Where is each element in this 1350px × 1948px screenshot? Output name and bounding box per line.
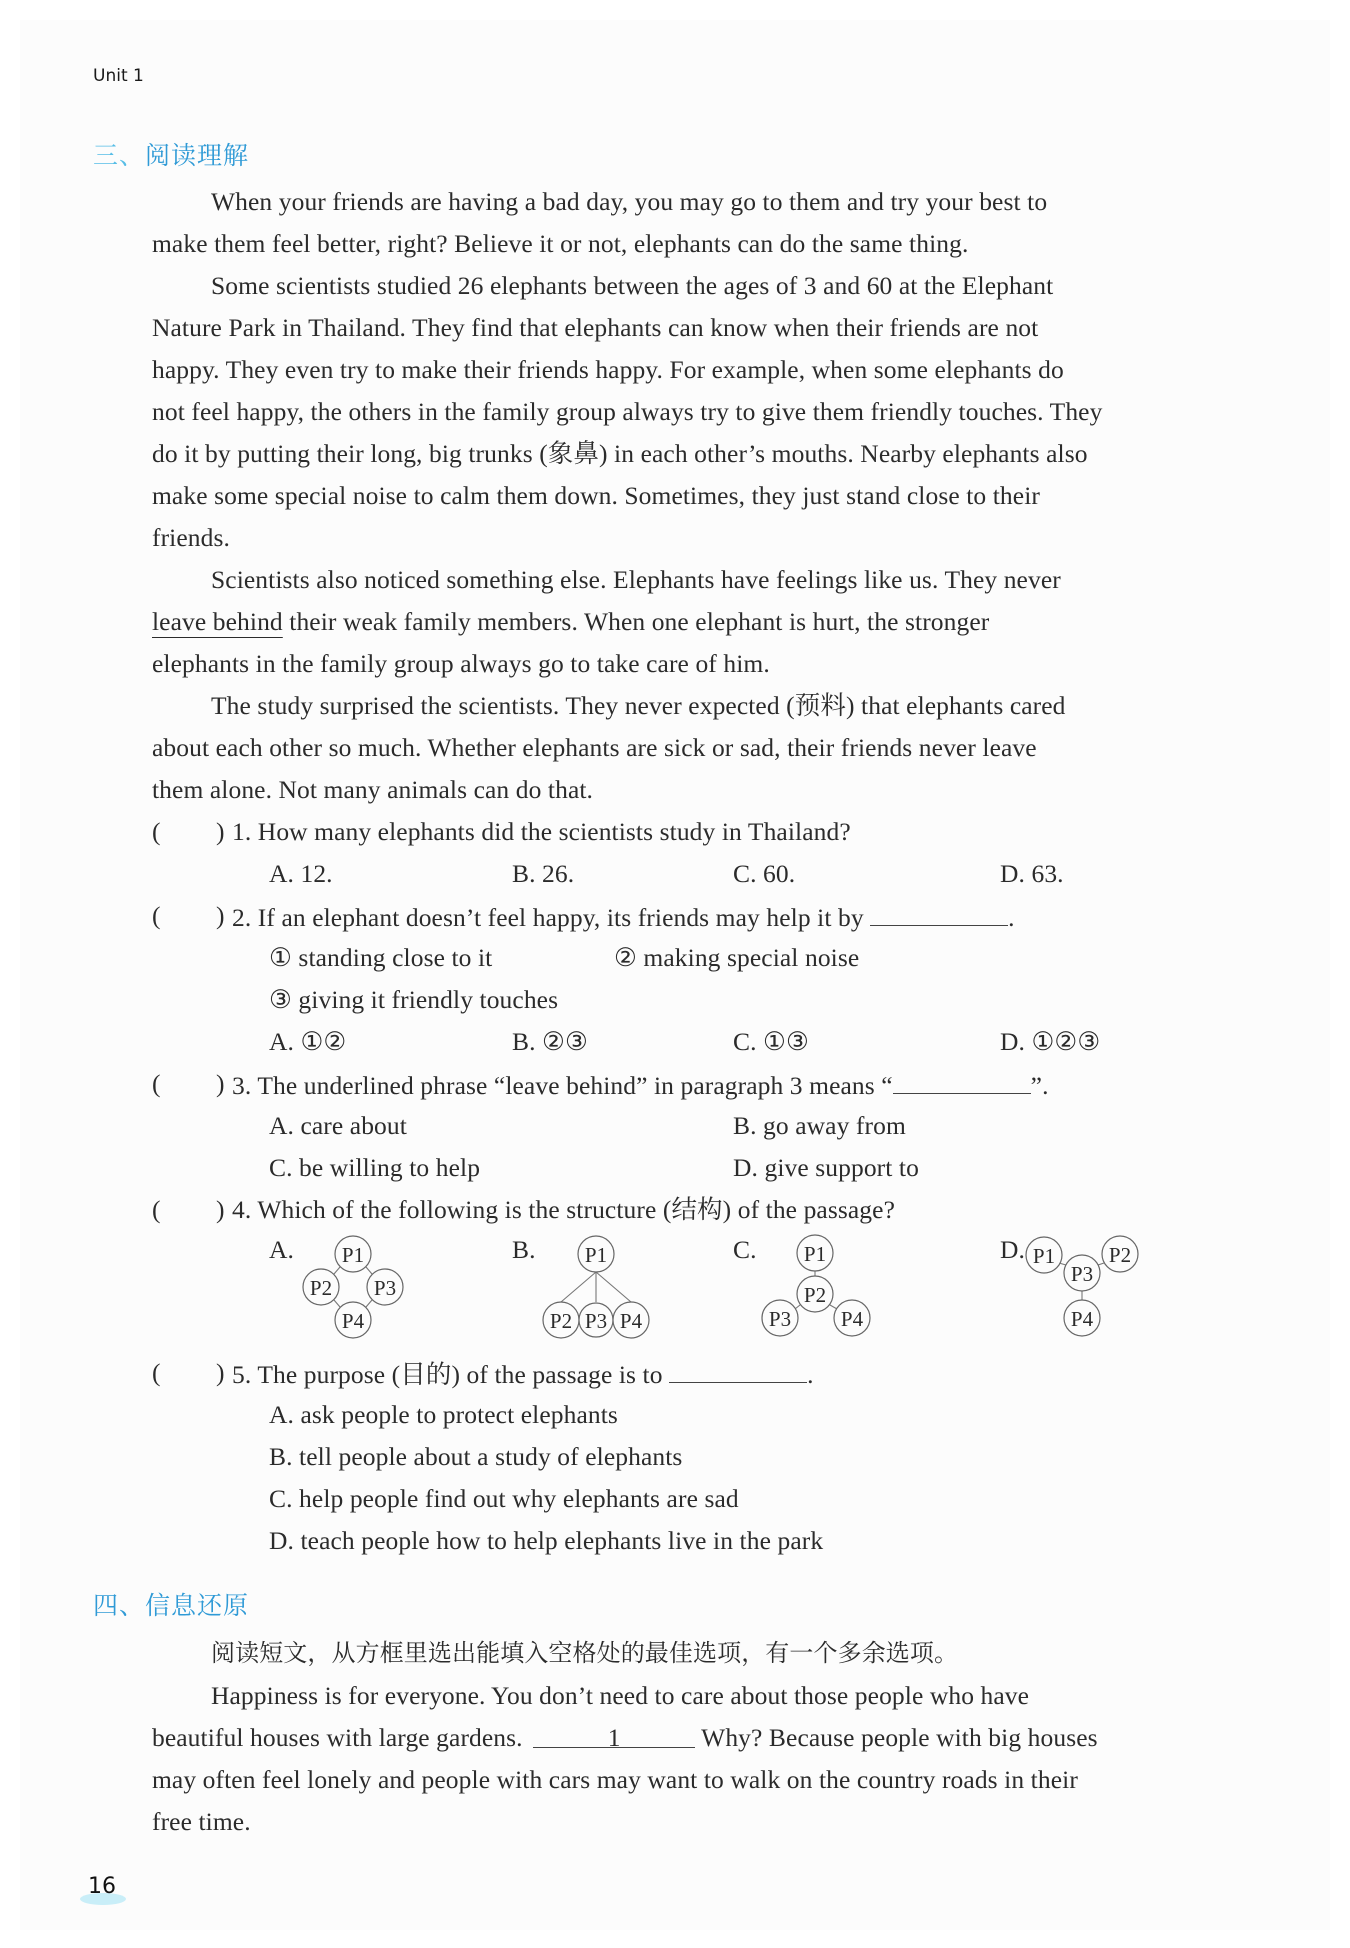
underlined-phrase: leave behind [152, 607, 283, 636]
choice-item-2: ② making special noise [614, 943, 860, 972]
question-stem-text: 5. The purpose (目的) of the passage is to [232, 1360, 663, 1389]
svg-text:P3: P3 [373, 1276, 397, 1300]
choice-item-1: ① standing close to it [269, 943, 493, 972]
stem-end: . [1008, 903, 1015, 932]
passage-line: friends. [152, 523, 230, 552]
passage-line: Nature Park in Thailand. They find that elephants can know when their friends are not [152, 313, 1039, 342]
diagram-node [367, 1269, 403, 1305]
diagram-node [1064, 1300, 1100, 1336]
answer-paren-open: ( [152, 1195, 161, 1224]
choice-item-3: ③ giving it friendly touches [269, 985, 559, 1014]
passage-line: The study surprised the scientists. They never expected (预料) that elephants cared [211, 691, 1066, 720]
passage-line: Happiness is for everyone. You don’t need to care about those people who have [211, 1681, 1030, 1710]
question-stem: 4. Which of the following is the structure (结构) of the passage? [232, 1195, 895, 1224]
diagram-node [797, 1235, 833, 1271]
diagram-node [578, 1236, 614, 1272]
diagram-node [303, 1269, 339, 1305]
svg-text:P4: P4 [840, 1307, 864, 1331]
diagram-edge [366, 1267, 372, 1274]
diagram-edge [561, 1272, 596, 1302]
option-a[interactable]: A. care about [269, 1111, 407, 1140]
answer-paren-open: ( [152, 1358, 161, 1387]
passage-line: make some special noise to calm them down. Sometimes, they just stand close to their [152, 481, 1040, 510]
passage-line-text: their weak family members. When one elephant is hurt, the stronger [289, 607, 990, 636]
passage-line: happy. They even try to make their friends happy. For example, when some elephants do [152, 355, 1064, 384]
option-c[interactable]: C. help people find out why elephants are sad [269, 1484, 739, 1513]
answer-paren-close: ) [216, 817, 225, 846]
fill-blank[interactable] [669, 1352, 807, 1383]
passage-line: elephants in the family group always go to take care of him. [152, 649, 770, 678]
option-d[interactable]: D. teach people how to help elephants live in the park [269, 1526, 824, 1555]
passage-line [152, 1717, 1098, 1759]
answer-paren-open: ( [152, 901, 161, 930]
svg-text:P3: P3 [584, 1309, 608, 1333]
section-title-info-restore [93, 1586, 249, 1622]
diagram-edge [334, 1267, 340, 1274]
svg-text:P4: P4 [341, 1309, 365, 1333]
option-a[interactable]: A. ①② [269, 1027, 347, 1056]
svg-text:P1: P1 [584, 1243, 608, 1267]
option-a[interactable]: A. ask people to protect elephants [269, 1400, 618, 1429]
svg-text:P2: P2 [803, 1283, 827, 1307]
svg-text:P3: P3 [768, 1307, 792, 1331]
diagram-node [335, 1236, 371, 1272]
svg-text:P1: P1 [1032, 1244, 1056, 1268]
option-d[interactable]: D. ①②③ [1000, 1027, 1101, 1056]
section-title-text: 阅读理解 [145, 141, 250, 170]
svg-text:P1: P1 [803, 1242, 827, 1266]
option-b[interactable]: B. tell people about a study of elephants [269, 1442, 683, 1471]
option-c[interactable]: C. ①③ [733, 1027, 809, 1056]
passage-line: them alone. Not many animals can do that. [152, 775, 594, 804]
diagram-edge [596, 1272, 631, 1302]
option-d-label[interactable]: D. [1000, 1235, 1025, 1264]
option-b[interactable]: B. go away from [733, 1111, 906, 1140]
answer-input[interactable] [172, 1352, 214, 1390]
passage-line: make them feel better, right? Believe it or not, elephants can do the same thing. [152, 229, 969, 258]
diagram-c[interactable] [762, 1235, 870, 1336]
passage-line-text: Why? Because people with big houses [701, 1723, 1098, 1752]
stem-end: ”. [1030, 1071, 1049, 1100]
option-a[interactable]: A. 12. [269, 859, 333, 888]
diagram-node [335, 1302, 371, 1338]
unit-label: Unit 1 [93, 66, 144, 86]
svg-text:P2: P2 [549, 1309, 573, 1333]
diagram-node [613, 1302, 649, 1338]
option-a-label[interactable]: A. [269, 1235, 294, 1264]
svg-text:P1: P1 [341, 1243, 365, 1267]
diagram-node [579, 1303, 613, 1337]
passage-line: may often feel lonely and people with cars may want to walk on the country roads in their [152, 1765, 1078, 1794]
question-stem [232, 1352, 814, 1396]
question-stem: 1. How many elephants did the scientists study in Thailand? [232, 817, 851, 846]
option-b[interactable]: B. ②③ [512, 1027, 588, 1056]
passage-line: Scientists also noticed something else. Elephants have feelings like us. They never [211, 565, 1061, 594]
section-instruction: 阅读短文，从方框里选出能填入空格处的最佳选项，有一个多余选项。 [211, 1639, 959, 1667]
diagram-b[interactable] [543, 1236, 649, 1338]
section-number: 三、 [93, 141, 146, 170]
svg-text:P3: P3 [1070, 1262, 1094, 1286]
page-number: 16 [88, 1874, 116, 1899]
option-b-label[interactable]: B. [512, 1235, 536, 1264]
svg-text:P2: P2 [1108, 1243, 1132, 1267]
answer-paren-close: ) [216, 1358, 225, 1387]
diagram-edge [830, 1305, 837, 1309]
stem-end: . [807, 1360, 814, 1389]
passage-line: When your friends are having a bad day, you may go to them and try your best to [211, 187, 1048, 216]
passage-line: about each other so much. Whether elephants are sick or sad, their friends never leave [152, 733, 1037, 762]
passage-line: Some scientists studied 26 elephants between the ages of 3 and 60 at the Elephant [211, 271, 1054, 300]
answer-paren-open: ( [152, 1069, 161, 1098]
diagram-node [1102, 1236, 1138, 1272]
option-c-label[interactable]: C. [733, 1235, 757, 1264]
answer-paren-close: ) [216, 1195, 225, 1224]
question-stem-text: 2. If an elephant doesn’t feel happy, its friends may help it by [232, 903, 864, 932]
diagram-a[interactable] [303, 1236, 403, 1338]
answer-paren-open: ( [152, 817, 161, 846]
option-c[interactable]: C. 60. [733, 859, 796, 888]
option-d[interactable]: D. give support to [733, 1153, 919, 1182]
diagram-node [762, 1300, 798, 1336]
passage-line: free time. [152, 1807, 251, 1836]
diagram-edge [366, 1300, 372, 1307]
diagram-node [834, 1300, 870, 1336]
diagram-d[interactable] [1026, 1236, 1138, 1336]
diagram-edge [1098, 1263, 1104, 1265]
option-d[interactable]: D. 63. [1000, 859, 1064, 888]
fill-blank-1[interactable] [533, 1717, 695, 1752]
diagram-edge [334, 1300, 340, 1307]
option-c[interactable]: C. be willing to help [269, 1153, 481, 1182]
passage-line: not feel happy, the others in the family group always try to give them friendly touches. They [152, 397, 1103, 426]
passage-line-text: beautiful houses with large gardens. [152, 1723, 523, 1752]
passage-line: do it by putting their long, big trunks (象鼻) in each other’s mouths. Nearby elephants also [152, 439, 1088, 468]
diagram-node [543, 1302, 579, 1338]
answer-paren-close: ) [216, 901, 225, 930]
blank-number: 1 [607, 1723, 621, 1752]
question-stem-text: 3. The underlined phrase “leave behind” in paragraph 3 means “ [232, 1071, 893, 1100]
option-b[interactable]: B. 26. [512, 859, 575, 888]
section-title-text: 信息还原 [145, 1591, 250, 1620]
diagram-node [1026, 1237, 1062, 1273]
diagram-node [797, 1276, 833, 1312]
svg-text:P4: P4 [619, 1309, 643, 1333]
section-number: 四、 [93, 1591, 146, 1620]
diagram-node [1064, 1255, 1100, 1291]
answer-paren-close: ) [216, 1069, 225, 1098]
svg-text:P4: P4 [1070, 1307, 1094, 1331]
svg-text:P2: P2 [309, 1276, 333, 1300]
